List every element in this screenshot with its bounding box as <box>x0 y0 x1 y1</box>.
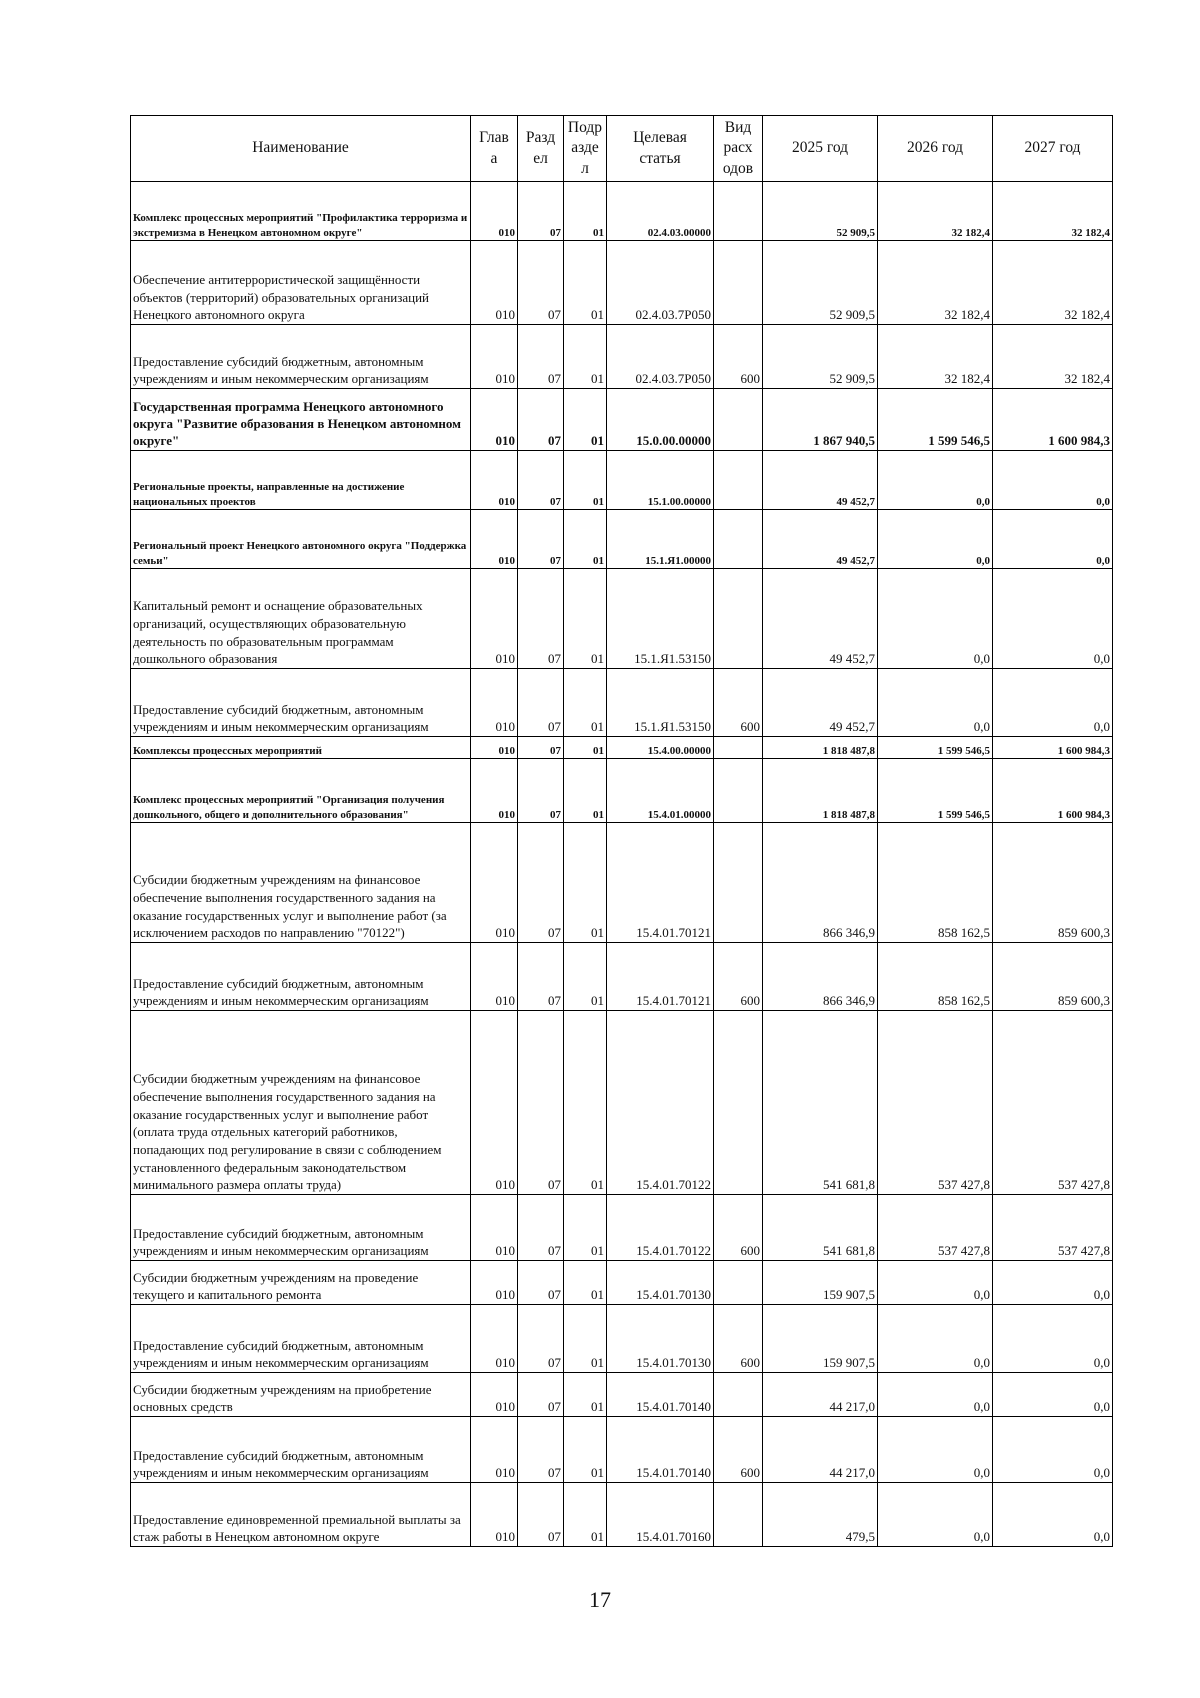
cell-y2025: 541 681,8 <box>763 1011 878 1195</box>
cell-razdel: 07 <box>518 510 564 569</box>
table-row <box>131 182 1113 241</box>
cell-vid <box>714 823 763 943</box>
cell-y2026: 0,0 <box>878 510 993 569</box>
cell-y2025: 44 217,0 <box>763 1373 878 1417</box>
header-2026: 2026 год <box>878 116 993 182</box>
cell-glava: 010 <box>471 451 518 510</box>
cell-y2026: 0,0 <box>878 1417 993 1483</box>
cell-y2025: 866 346,9 <box>763 823 878 943</box>
cell-glava: 010 <box>471 1417 518 1483</box>
cell-vid <box>714 451 763 510</box>
cell-podrazdel: 01 <box>564 737 607 759</box>
cell-glava: 010 <box>471 182 518 241</box>
table-row <box>131 1373 1113 1417</box>
cell-name: Субсидии бюджетным учреждениям на приобретение основных средств <box>131 1373 471 1417</box>
cell-y2025: 49 452,7 <box>763 451 878 510</box>
cell-y2026: 1 599 546,5 <box>878 389 993 451</box>
cell-y2026: 0,0 <box>878 1305 993 1373</box>
cell-razdel: 07 <box>518 325 564 389</box>
cell-razdel: 07 <box>518 182 564 241</box>
cell-glava: 010 <box>471 669 518 737</box>
cell-y2026: 0,0 <box>878 1261 993 1305</box>
cell-y2025: 49 452,7 <box>763 569 878 669</box>
cell-glava: 010 <box>471 241 518 325</box>
cell-name: Предоставление субсидий бюджетным, автономным учреждениям и иным некоммерческим организациям <box>131 1417 471 1483</box>
cell-y2027: 0,0 <box>993 569 1113 669</box>
cell-y2025: 479,5 <box>763 1483 878 1547</box>
cell-vid: 600 <box>714 943 763 1011</box>
cell-y2027: 1 600 984,3 <box>993 759 1113 823</box>
cell-y2025: 49 452,7 <box>763 510 878 569</box>
cell-name: Субсидии бюджетным учреждениям на проведение текущего и капитального ремонта <box>131 1261 471 1305</box>
cell-y2027: 859 600,3 <box>993 823 1113 943</box>
cell-glava: 010 <box>471 759 518 823</box>
cell-y2027: 0,0 <box>993 669 1113 737</box>
cell-tselevaya: 15.4.01.70122 <box>607 1195 714 1261</box>
cell-vid <box>714 1011 763 1195</box>
cell-y2026: 0,0 <box>878 669 993 737</box>
cell-podrazdel: 01 <box>564 759 607 823</box>
cell-name: Субсидии бюджетным учреждениям на финансовое обеспечение выполнения государственного задания на оказание государственных услуг и выполнение работ (оплата труда отдельных категорий работников, попадающих под регулирование в связи с соблюдением установленного федеральным законодательством минимального размера оплаты труда) <box>131 1011 471 1195</box>
cell-podrazdel: 01 <box>564 325 607 389</box>
cell-y2025: 49 452,7 <box>763 669 878 737</box>
header-razdel: Разд ел <box>518 116 564 182</box>
header-2027: 2027 год <box>993 116 1113 182</box>
cell-glava: 010 <box>471 943 518 1011</box>
cell-glava: 010 <box>471 510 518 569</box>
cell-y2027: 32 182,4 <box>993 325 1113 389</box>
cell-y2027: 32 182,4 <box>993 182 1113 241</box>
cell-glava: 010 <box>471 325 518 389</box>
cell-podrazdel: 01 <box>564 1011 607 1195</box>
cell-y2027: 0,0 <box>993 1261 1113 1305</box>
cell-tselevaya: 15.4.00.00000 <box>607 737 714 759</box>
cell-tselevaya: 15.1.Я1.53150 <box>607 669 714 737</box>
table-row <box>131 737 1113 759</box>
cell-y2025: 1 818 487,8 <box>763 759 878 823</box>
cell-name: Комплексы процессных мероприятий <box>131 737 471 759</box>
cell-podrazdel: 01 <box>564 1261 607 1305</box>
cell-vid <box>714 389 763 451</box>
cell-podrazdel: 01 <box>564 451 607 510</box>
cell-y2026: 0,0 <box>878 1483 993 1547</box>
cell-razdel: 07 <box>518 669 564 737</box>
cell-y2027: 0,0 <box>993 1305 1113 1373</box>
budget-table <box>130 115 1113 1547</box>
cell-y2027: 1 600 984,3 <box>993 389 1113 451</box>
cell-razdel: 07 <box>518 451 564 510</box>
cell-y2027: 0,0 <box>993 451 1113 510</box>
cell-vid: 600 <box>714 669 763 737</box>
cell-name: Обеспечение антитеррористической защищённости объектов (территорий) образовательных организаций Ненецкого автономного округа <box>131 241 471 325</box>
cell-razdel: 07 <box>518 1373 564 1417</box>
cell-tselevaya: 15.4.01.70130 <box>607 1305 714 1373</box>
cell-vid <box>714 1483 763 1547</box>
cell-vid: 600 <box>714 1417 763 1483</box>
table-row <box>131 1305 1113 1373</box>
table-row <box>131 451 1113 510</box>
cell-y2026: 1 599 546,5 <box>878 737 993 759</box>
cell-razdel: 07 <box>518 1261 564 1305</box>
header-podrazdel: Подр азде л <box>564 116 607 182</box>
cell-vid: 600 <box>714 1195 763 1261</box>
cell-vid <box>714 1373 763 1417</box>
cell-podrazdel: 01 <box>564 1373 607 1417</box>
cell-name: Предоставление единовременной премиальной выплаты за стаж работы в Ненецком автономном округе <box>131 1483 471 1547</box>
cell-tselevaya: 15.1.00.00000 <box>607 451 714 510</box>
cell-name: Капитальный ремонт и оснащение образовательных организаций, осуществляющих образовательную деятельность по образовательным программам дошкольного образования <box>131 569 471 669</box>
cell-glava: 010 <box>471 1011 518 1195</box>
cell-name: Предоставление субсидий бюджетным, автономным учреждениям и иным некоммерческим организациям <box>131 669 471 737</box>
cell-vid: 600 <box>714 1305 763 1373</box>
cell-y2025: 1 867 940,5 <box>763 389 878 451</box>
cell-tselevaya: 15.0.00.00000 <box>607 389 714 451</box>
cell-y2026: 32 182,4 <box>878 325 993 389</box>
cell-y2026: 537 427,8 <box>878 1195 993 1261</box>
cell-podrazdel: 01 <box>564 569 607 669</box>
header-vid-raskhodov: Вид расх одов <box>714 116 763 182</box>
table-row <box>131 1483 1113 1547</box>
cell-name: Региональный проект Ненецкого автономного округа "Поддержка семьи" <box>131 510 471 569</box>
cell-tselevaya: 02.4.03.7Р050 <box>607 241 714 325</box>
cell-y2027: 537 427,8 <box>993 1195 1113 1261</box>
cell-tselevaya: 15.4.01.70140 <box>607 1417 714 1483</box>
cell-y2025: 866 346,9 <box>763 943 878 1011</box>
cell-y2027: 0,0 <box>993 1373 1113 1417</box>
cell-y2026: 32 182,4 <box>878 241 993 325</box>
cell-razdel: 07 <box>518 737 564 759</box>
cell-vid <box>714 241 763 325</box>
cell-y2027: 859 600,3 <box>993 943 1113 1011</box>
table-row <box>131 759 1113 823</box>
table-row <box>131 669 1113 737</box>
page-number: 17 <box>589 1587 611 1612</box>
table-row <box>131 1195 1113 1261</box>
cell-y2025: 541 681,8 <box>763 1195 878 1261</box>
cell-name: Предоставление субсидий бюджетным, автономным учреждениям и иным некоммерческим организациям <box>131 1305 471 1373</box>
cell-y2026: 32 182,4 <box>878 182 993 241</box>
cell-name: Предоставление субсидий бюджетным, автономным учреждениям и иным некоммерческим организациям <box>131 943 471 1011</box>
cell-tselevaya: 15.4.01.70121 <box>607 823 714 943</box>
cell-podrazdel: 01 <box>564 1305 607 1373</box>
table-row <box>131 389 1113 451</box>
header-2025: 2025 год <box>763 116 878 182</box>
cell-glava: 010 <box>471 389 518 451</box>
cell-vid <box>714 737 763 759</box>
cell-tselevaya: 15.4.01.70130 <box>607 1261 714 1305</box>
table-header-row <box>131 116 1113 182</box>
table-row <box>131 1011 1113 1195</box>
cell-tselevaya: 02.4.03.7Р050 <box>607 325 714 389</box>
cell-podrazdel: 01 <box>564 823 607 943</box>
cell-y2027: 0,0 <box>993 1417 1113 1483</box>
cell-tselevaya: 15.4.01.70122 <box>607 1011 714 1195</box>
cell-razdel: 07 <box>518 759 564 823</box>
cell-y2026: 858 162,5 <box>878 943 993 1011</box>
cell-y2027: 32 182,4 <box>993 241 1113 325</box>
cell-vid <box>714 569 763 669</box>
cell-podrazdel: 01 <box>564 510 607 569</box>
cell-y2026: 858 162,5 <box>878 823 993 943</box>
cell-glava: 010 <box>471 823 518 943</box>
cell-y2025: 159 907,5 <box>763 1261 878 1305</box>
cell-y2027: 537 427,8 <box>993 1011 1113 1195</box>
table-row <box>131 1261 1113 1305</box>
cell-podrazdel: 01 <box>564 241 607 325</box>
cell-name: Субсидии бюджетным учреждениям на финансовое обеспечение выполнения государственного задания на оказание государственных услуг и выполнение работ (за исключением расходов по направлению "70122") <box>131 823 471 943</box>
cell-tselevaya: 15.4.01.70140 <box>607 1373 714 1417</box>
cell-y2026: 537 427,8 <box>878 1011 993 1195</box>
table-row <box>131 241 1113 325</box>
cell-podrazdel: 01 <box>564 1417 607 1483</box>
cell-razdel: 07 <box>518 823 564 943</box>
cell-razdel: 07 <box>518 241 564 325</box>
cell-razdel: 07 <box>518 943 564 1011</box>
cell-vid <box>714 759 763 823</box>
cell-razdel: 07 <box>518 569 564 669</box>
cell-podrazdel: 01 <box>564 1483 607 1547</box>
cell-tselevaya: 15.1.Я1.53150 <box>607 569 714 669</box>
cell-name: Комплекс процессных мероприятий "Организация получения дошкольного, общего и дополнительного образования" <box>131 759 471 823</box>
cell-podrazdel: 01 <box>564 182 607 241</box>
cell-glava: 010 <box>471 1373 518 1417</box>
cell-vid <box>714 182 763 241</box>
cell-y2026: 0,0 <box>878 1373 993 1417</box>
cell-podrazdel: 01 <box>564 389 607 451</box>
cell-name: Комплекс процессных мероприятий "Профилактика терроризма и экстремизма в Ненецком автономном округе" <box>131 182 471 241</box>
cell-glava: 010 <box>471 1261 518 1305</box>
cell-y2027: 0,0 <box>993 510 1113 569</box>
header-glava: Глав а <box>471 116 518 182</box>
cell-y2026: 0,0 <box>878 569 993 669</box>
cell-glava: 010 <box>471 569 518 669</box>
table-row <box>131 1417 1113 1483</box>
cell-y2027: 1 600 984,3 <box>993 737 1113 759</box>
cell-tselevaya: 15.4.01.70121 <box>607 943 714 1011</box>
cell-y2026: 0,0 <box>878 451 993 510</box>
cell-name: Предоставление субсидий бюджетным, автономным учреждениям и иным некоммерческим организациям <box>131 1195 471 1261</box>
cell-glava: 010 <box>471 1305 518 1373</box>
cell-podrazdel: 01 <box>564 1195 607 1261</box>
table-row <box>131 943 1113 1011</box>
table-row <box>131 823 1113 943</box>
cell-razdel: 07 <box>518 1195 564 1261</box>
cell-y2025: 159 907,5 <box>763 1305 878 1373</box>
cell-name: Предоставление субсидий бюджетным, автономным учреждениям и иным некоммерческим организациям <box>131 325 471 389</box>
cell-y2025: 44 217,0 <box>763 1417 878 1483</box>
table-row <box>131 510 1113 569</box>
cell-razdel: 07 <box>518 389 564 451</box>
cell-glava: 010 <box>471 1195 518 1261</box>
cell-vid <box>714 510 763 569</box>
table-row <box>131 325 1113 389</box>
cell-y2025: 1 818 487,8 <box>763 737 878 759</box>
cell-name: Региональные проекты, направленные на достижение национальных проектов <box>131 451 471 510</box>
cell-glava: 010 <box>471 737 518 759</box>
cell-razdel: 07 <box>518 1483 564 1547</box>
cell-name: Государственная программа Ненецкого автономного округа "Развитие образования в Ненецком автономном округе" <box>131 389 471 451</box>
cell-y2027: 0,0 <box>993 1483 1113 1547</box>
cell-y2025: 52 909,5 <box>763 325 878 389</box>
header-tselevaya-statya: Целевая статья <box>607 116 714 182</box>
cell-tselevaya: 15.4.01.70160 <box>607 1483 714 1547</box>
cell-razdel: 07 <box>518 1417 564 1483</box>
cell-podrazdel: 01 <box>564 669 607 737</box>
cell-tselevaya: 02.4.03.00000 <box>607 182 714 241</box>
cell-vid: 600 <box>714 325 763 389</box>
cell-y2025: 52 909,5 <box>763 241 878 325</box>
cell-y2025: 52 909,5 <box>763 182 878 241</box>
cell-razdel: 07 <box>518 1011 564 1195</box>
header-name: Наименование <box>131 116 471 182</box>
cell-podrazdel: 01 <box>564 943 607 1011</box>
cell-vid <box>714 1261 763 1305</box>
cell-y2026: 1 599 546,5 <box>878 759 993 823</box>
cell-razdel: 07 <box>518 1305 564 1373</box>
table-row <box>131 569 1113 669</box>
cell-tselevaya: 15.4.01.00000 <box>607 759 714 823</box>
cell-glava: 010 <box>471 1483 518 1547</box>
cell-tselevaya: 15.1.Я1.00000 <box>607 510 714 569</box>
